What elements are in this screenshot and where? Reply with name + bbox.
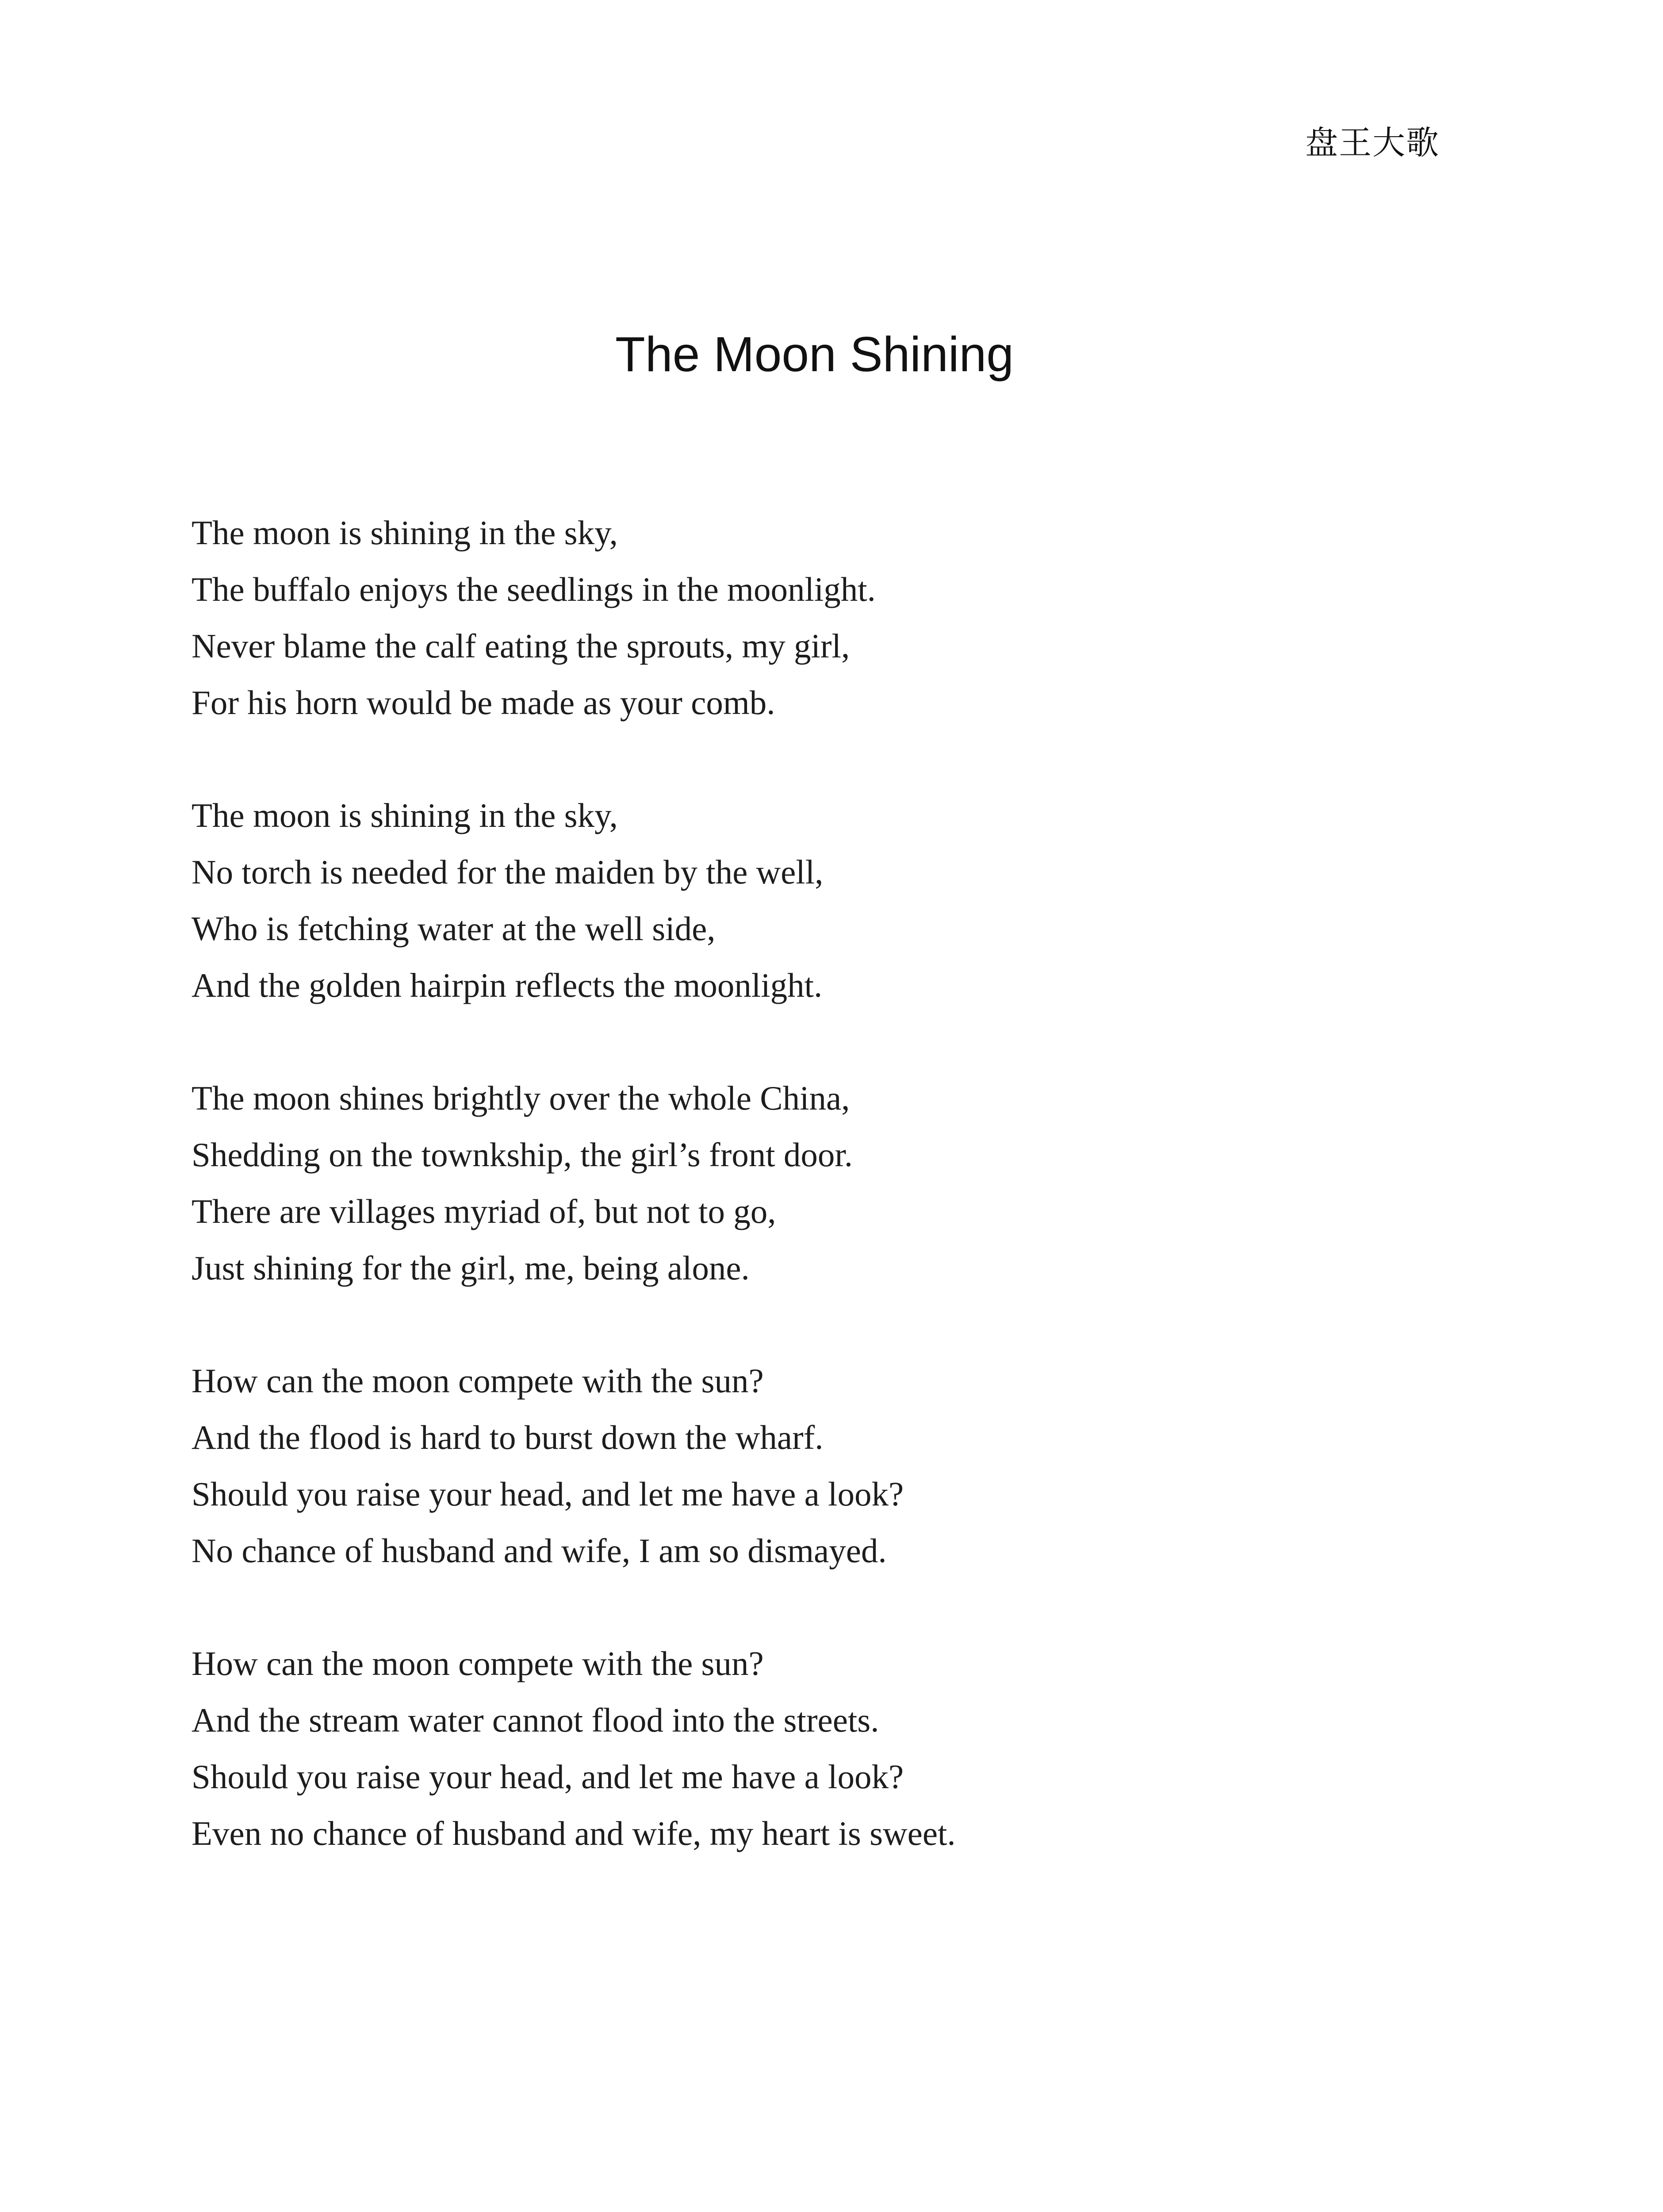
poem-line: The buffalo enjoys the seedlings in the moonlight. xyxy=(192,570,876,608)
poem-line: And the flood is hard to burst down the wharf. xyxy=(192,1418,824,1456)
poem-line: How can the moon compete with the sun? xyxy=(192,1362,764,1400)
poem-line: The moon is shining in the sky, xyxy=(192,514,618,552)
poem-line: The moon is shining in the sky, xyxy=(192,796,618,834)
poem-line: For his horn would be made as your comb. xyxy=(192,684,775,722)
poem-line: How can the moon compete with the sun? xyxy=(192,1644,764,1682)
poem-line: No torch is needed for the maiden by the well, xyxy=(192,853,824,891)
stanza-5 xyxy=(192,1635,956,1862)
poem-line: Should you raise your head, and let me have a look? xyxy=(192,1758,904,1796)
poem-line: Should you raise your head, and let me have a look? xyxy=(192,1475,904,1513)
stanza-1 xyxy=(192,504,956,731)
poem-line: The moon shines brightly over the whole China, xyxy=(192,1079,850,1117)
stanza-3 xyxy=(192,1070,956,1296)
poem-line: Shedding on the townkship, the girl’s front door. xyxy=(192,1136,853,1174)
running-head: 盘王大歌 xyxy=(1305,124,1440,162)
poem-line: Who is fetching water at the well side, xyxy=(192,910,716,948)
poem-line: No chance of husband and wife, I am so dismayed. xyxy=(192,1532,887,1570)
poem-line: Even no chance of husband and wife, my heart is sweet. xyxy=(192,1814,956,1852)
poem-line: And the stream water cannot flood into the streets. xyxy=(192,1701,879,1739)
poem-body xyxy=(192,504,956,1918)
poem-line: Never blame the calf eating the sprouts, my girl, xyxy=(192,627,850,665)
stanza-4 xyxy=(192,1352,956,1579)
poem-title: The Moon Shining xyxy=(615,327,1014,382)
poem-line: There are villages myriad of, but not to go, xyxy=(192,1192,776,1230)
stanza-2 xyxy=(192,787,956,1014)
poem-line: And the golden hairpin reflects the moonlight. xyxy=(192,966,823,1004)
poem-line: Just shining for the girl, me, being alone. xyxy=(192,1249,750,1287)
